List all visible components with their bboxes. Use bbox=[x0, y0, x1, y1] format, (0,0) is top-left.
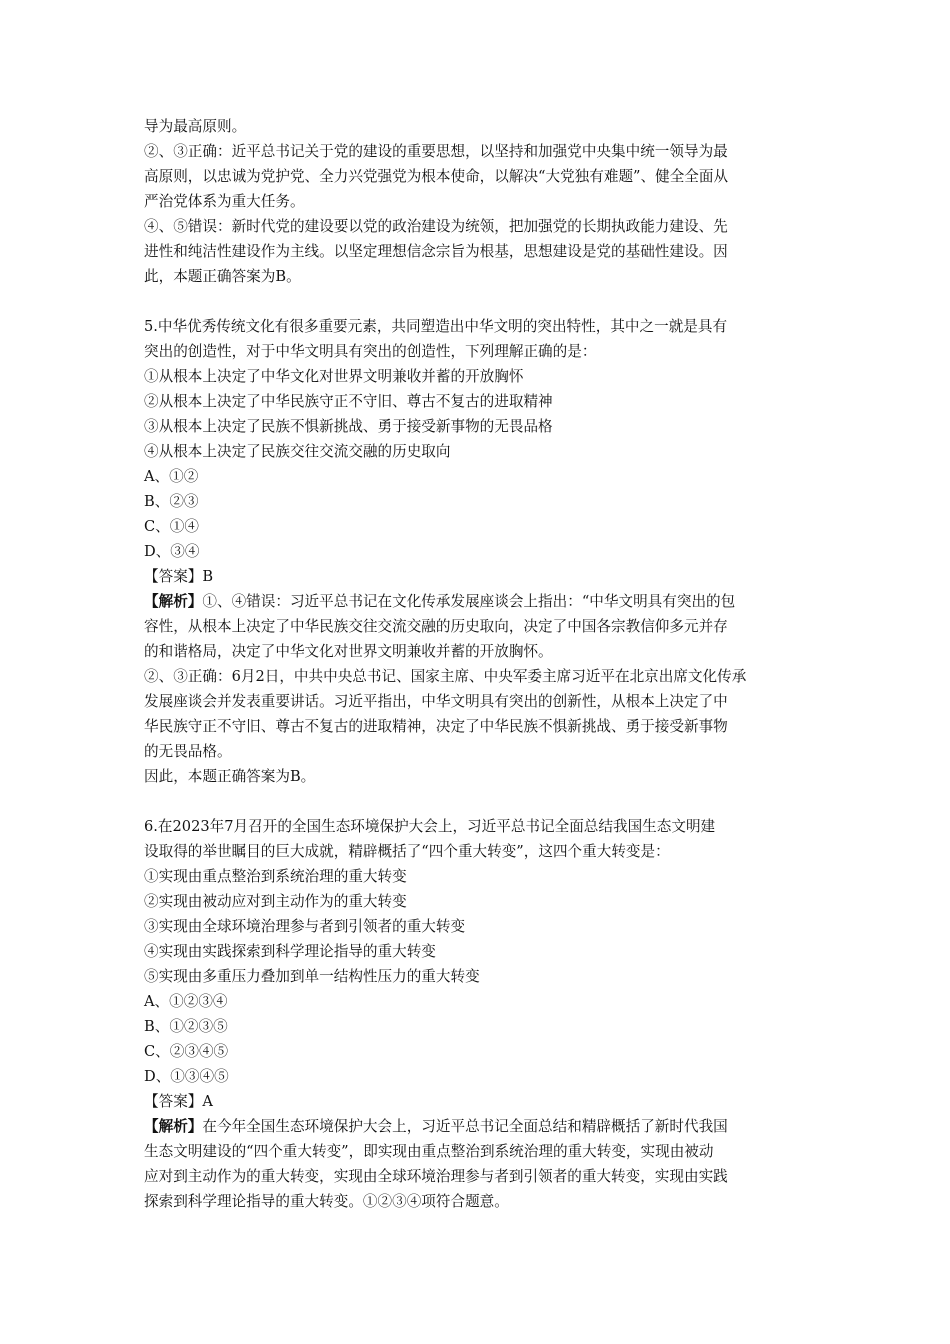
question-stem-line: 5.中华优秀传统文化有很多重要元素，共同塑造出中华文明的突出特性，其中之一就是具有 bbox=[144, 318, 728, 335]
answer-line: 【答案】B bbox=[144, 568, 214, 585]
text-line: 进性和纯洁性建设作为主线。以坚定理想信念宗旨为根基，思想建设是党的基础性建设。因 bbox=[144, 243, 728, 260]
analysis-first-line bbox=[144, 589, 814, 614]
question-stem-line: 设取得的举世瞩目的巨大成就，精辟概括了“四个重大转变”，这四个重大转变是： bbox=[144, 843, 670, 860]
previous-answer-block bbox=[144, 114, 814, 289]
analysis-line: 的无畏品格。 bbox=[144, 743, 232, 760]
analysis-line: 容性，从根本上决定了中华民族交往交流交融的历史取向，决定了中国各宗教信仰多元并存 bbox=[144, 618, 728, 635]
analysis-line: 发展座谈会并发表重要讲话。习近平指出，中华文明具有突出的创新性，从根本上决定了中 bbox=[144, 693, 728, 710]
answer-line: 【答案】A bbox=[144, 1093, 213, 1110]
analysis-text: ①、④错误：习近平总书记在文化传承发展座谈会上指出：“中华文明具有突出的包 bbox=[202, 593, 736, 610]
spacer bbox=[144, 289, 814, 314]
analysis-text: 在今年全国生态环境保护大会上，习近平总书记全面总结和精辟概括了新时代我国 bbox=[202, 1118, 728, 1135]
option-d: D、①③④⑤ bbox=[144, 1068, 229, 1085]
analysis-line: 因此，本题正确答案为B。 bbox=[144, 768, 316, 785]
option-c: C、①④ bbox=[144, 518, 199, 535]
analysis-label: 【解析】 bbox=[144, 1118, 203, 1135]
spacer bbox=[144, 789, 814, 814]
option-b: B、②③ bbox=[144, 493, 199, 510]
text-line: ④、⑤错误：新时代党的建设要以党的政治建设为统领，把加强党的长期执政能力建设、先 bbox=[144, 218, 728, 235]
question-5 bbox=[144, 314, 814, 789]
statement-item: ④实现由实践探索到科学理论指导的重大转变 bbox=[144, 943, 436, 960]
analysis-line: 华民族守正不守旧、尊古不复古的进取精神，决定了中华民族不惧新挑战、勇于接受新事物 bbox=[144, 718, 728, 735]
option-a: A、①② bbox=[144, 468, 199, 485]
option-b: B、①②③⑤ bbox=[144, 1018, 228, 1035]
statement-item: ②实现由被动应对到主动作为的重大转变 bbox=[144, 893, 407, 910]
text-line: 高原则，以忠诚为党护党、全力兴党强党为根本使命，以解决“大党独有难题”、健全全面从 bbox=[144, 168, 729, 185]
analysis-line: 应对到主动作为的重大转变，实现由全球环境治理参与者到引领者的重大转变，实现由实践 bbox=[144, 1168, 728, 1185]
statement-item: ①实现由重点整治到系统治理的重大转变 bbox=[144, 868, 407, 885]
statement-item: ⑤实现由多重压力叠加到单一结构性压力的重大转变 bbox=[144, 968, 480, 985]
statement-item: ①从根本上决定了中华文化对世界文明兼收并蓄的开放胸怀 bbox=[144, 368, 524, 385]
statement-item: ②从根本上决定了中华民族守正不守旧、尊古不复古的进取精神 bbox=[144, 393, 553, 410]
text-line: 此，本题正确答案为B。 bbox=[144, 268, 301, 285]
statement-item: ③实现由全球环境治理参与者到引领者的重大转变 bbox=[144, 918, 466, 935]
statement-item: ④从根本上决定了民族交往交流交融的历史取向 bbox=[144, 443, 451, 460]
question-6 bbox=[144, 814, 814, 1214]
text-line: ②、③正确：近平总书记关于党的建设的重要思想，以坚持和加强党中央集中统一领导为最 bbox=[144, 143, 728, 160]
analysis-first-line bbox=[144, 1114, 814, 1139]
document-page bbox=[144, 114, 814, 1214]
analysis-line: 生态文明建设的“四个重大转变”，即实现由重点整治到系统治理的重大转变，实现由被动 bbox=[144, 1143, 714, 1160]
text-line: 导为最高原则。 bbox=[144, 118, 247, 135]
analysis-line: ②、③正确：6月2日，中共中央总书记、国家主席、中央军委主席习近平在北京出席文化传承 bbox=[144, 668, 747, 685]
option-a: A、①②③④ bbox=[144, 993, 228, 1010]
text-line: 严治党体系为重大任务。 bbox=[144, 193, 305, 210]
option-d: D、③④ bbox=[144, 543, 200, 560]
option-c: C、②③④⑤ bbox=[144, 1043, 229, 1060]
analysis-line: 探索到科学理论指导的重大转变。①②③④项符合题意。 bbox=[144, 1193, 509, 1210]
analysis-line: 的和谐格局，决定了中华文化对世界文明兼收并蓄的开放胸怀。 bbox=[144, 643, 553, 660]
statement-item: ③从根本上决定了民族不惧新挑战、勇于接受新事物的无畏品格 bbox=[144, 418, 553, 435]
question-stem-line: 6.在2023年7月召开的全国生态环境保护大会上，习近平总书记全面总结我国生态文明建 bbox=[144, 818, 716, 835]
analysis-label: 【解析】 bbox=[144, 593, 203, 610]
question-stem-line: 突出的创造性，对于中华文明具有突出的创造性，下列理解正确的是： bbox=[144, 343, 597, 360]
